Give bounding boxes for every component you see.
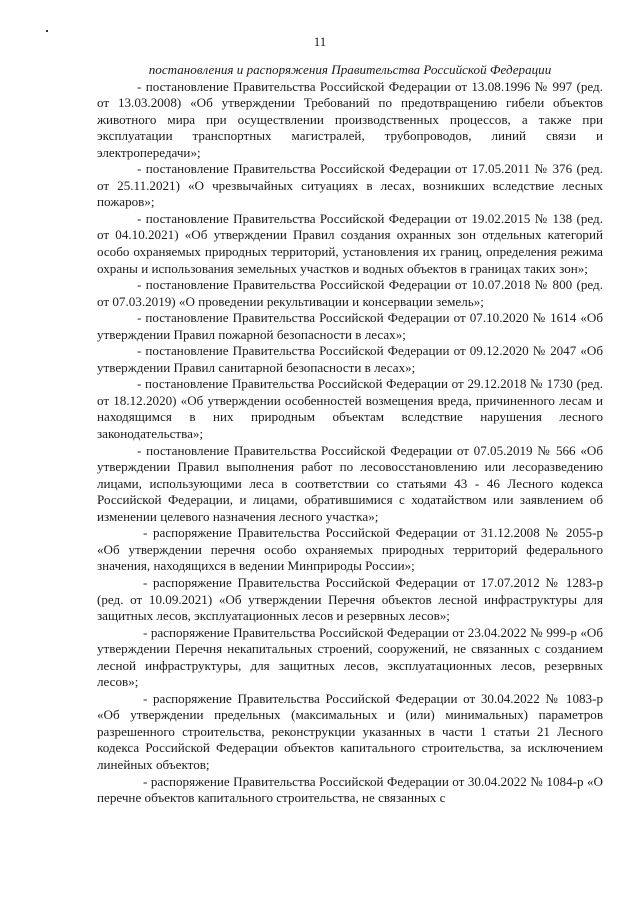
- list-item: - распоряжение Правительства Российской Федерации от 30.04.2022 № 1084-р «О перечне объектов капитального строительства, не связанных с: [97, 773, 603, 806]
- list-item: - постановление Правительства Российской Федерации от 09.12.2020 № 2047 «Об утверждении Правил санитарной безопасности в лесах»;: [97, 343, 603, 375]
- list-item: - распоряжение Правительства Российской Федерации от 31.12.2008 № 2055-р «Об утверждении перечня особо охраняемых природных территорий федерального значения, находящихся в ведении Минприроды России»;: [97, 525, 603, 574]
- list-item: - распоряжение Правительства Российской Федерации от 30.04.2022 № 1083-р «Об утверждении предельных (максимальных и (или) минимальных) параметров разрешенного строительства, реконструкции указанных в части 1 статьи 21 Лесного кодекса Российской Федерации объектов капитального строительства, за исключением линейных объектов;: [97, 690, 603, 772]
- list-item: - постановление Правительства Российской Федерации от 10.07.2018 № 800 (ред. от 07.03.2019) «О проведении рекультивации и консервации земель»;: [97, 277, 603, 309]
- list-item: - постановление Правительства Российской Федерации от 13.08.1996 № 997 (ред. от 13.03.2008) «Об утверждении Требований по предотвращению гибели объектов животного мира при осуществлении производственных процессов, а также при эксплуатации транспортных магистралей, трубопроводов, линий связи и электропередачи»;: [97, 78, 603, 160]
- list-item: - постановление Правительства Российской Федерации от 19.02.2015 № 138 (ред. от 04.10.2021) «Об утверждении Правил создания охранных зон отдельных категорий особо охраняемых природных территорий, установления их границ, определения режима охраны и использования земельных участков и водных объектов в границах таких зон»;: [97, 210, 603, 276]
- section-heading: постановления и распоряжения Правительства Российской Федерации: [148, 62, 552, 77]
- page-number: 11: [313, 34, 327, 49]
- list-item: - распоряжение Правительства Российской Федерации от 23.04.2022 № 999-р «Об утверждении Перечня некапитальных строений, сооружений, не связанных с созданием лесной инфраструктуры, для защитных лесов, эксплуатационных лесов, резервных лесов»;: [97, 624, 603, 690]
- list-item: - постановление Правительства Российской Федерации от 07.05.2019 № 566 «Об утверждении Правил выполнения работ по лесовосстановлению или лесоразведению лицами, использующими леса в соответствии со статьями 43 - 46 Лесного кодекса Российской Федерации, и лицами, обратившимися с ходатайством или заявлением об изменении целевого назначения лесного участка»;: [97, 442, 603, 524]
- list-item: - постановление Правительства Российской Федерации от 17.05.2011 № 376 (ред. от 25.11.2021) «О чрезвычайных ситуациях в лесах, возникших вследствие лесных пожаров»;: [97, 161, 603, 210]
- list-item: - постановление Правительства Российской Федерации от 29.12.2018 № 1730 (ред. от 18.12.2020) «Об утверждении особенностей возмещения вреда, причиненного лесам и находящимся в них природным объектам вследствие нарушения лесного законодательства»;: [97, 376, 603, 442]
- list-item: - распоряжение Правительства Российской Федерации от 17.07.2012 № 1283-р (ред. от 10.09.2021) «Об утверждении Перечня объектов лесной инфраструктуры для защитных лесов, эксплуатационных лесов и резервных лесов»;: [97, 574, 603, 624]
- document-body: [97, 62, 603, 807]
- scan-speck: [46, 30, 48, 32]
- list-item: - постановление Правительства Российской Федерации от 07.10.2020 № 1614 «Об утверждении Правил пожарной безопасности в лесах»;: [97, 310, 603, 342]
